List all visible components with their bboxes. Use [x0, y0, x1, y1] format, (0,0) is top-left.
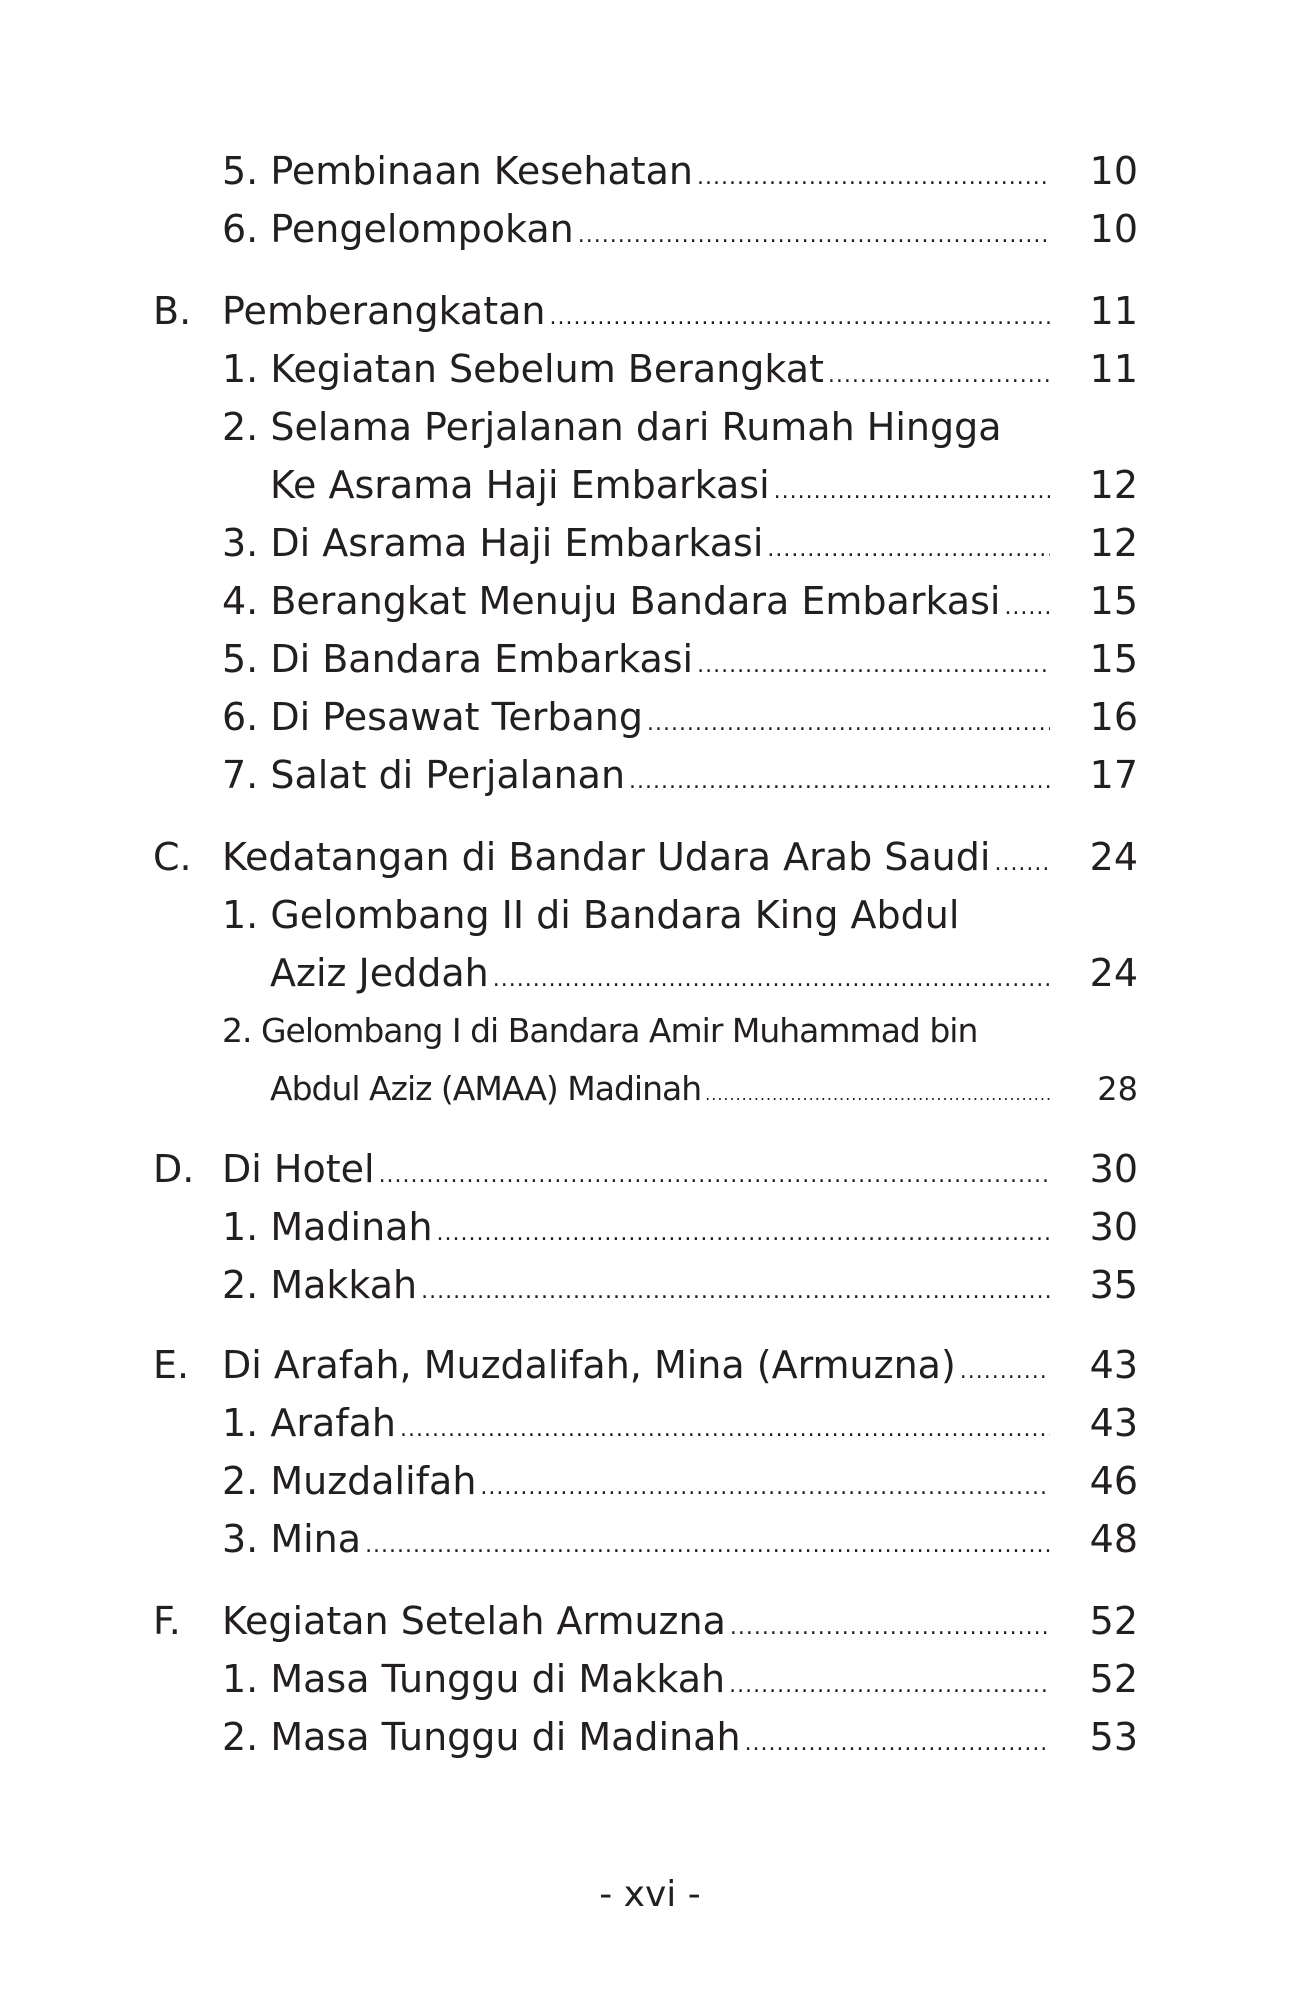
- toc-entry-title: 2. Masa Tunggu di Madinah: [222, 1715, 741, 1759]
- toc-entry: [0, 688, 1300, 746]
- toc-entry: [0, 886, 1300, 944]
- toc-page-number: 11: [1089, 347, 1138, 391]
- toc-entry-title: 4. Berangkat Menuju Bandara Embarkasi: [222, 579, 1001, 623]
- toc-entry-title: Abdul Aziz (AMAA) Madinah: [270, 1069, 702, 1108]
- toc-entry-title: Aziz Jeddah: [270, 951, 489, 995]
- toc-entry: [0, 398, 1300, 456]
- leader-dots: [697, 149, 1050, 200]
- toc-page-number: 30: [1089, 1147, 1138, 1191]
- toc-section-title: Di Arafah, Muzdalifah, Mina (Armuzna): [222, 1343, 956, 1387]
- section-letter: F.: [153, 1599, 181, 1643]
- toc-section-title: Kedatangan di Bandar Udara Arab Saudi: [222, 835, 991, 879]
- page-number: - xvi -: [599, 1874, 701, 1915]
- toc-entry-title: 2. Makkah: [222, 1263, 418, 1307]
- toc-section-title: Kegiatan Setelah Armuzna: [222, 1599, 726, 1643]
- toc-entry-title: 2. Gelombang I di Bandara Amir Muhammad bin: [222, 1011, 978, 1050]
- toc-entry: [0, 630, 1300, 688]
- toc-entry-title: 1. Kegiatan Sebelum Berangkat: [222, 347, 824, 391]
- leader-dots: [767, 521, 1050, 572]
- toc-entry: [0, 1510, 1300, 1568]
- leader-dots: [400, 1401, 1050, 1452]
- toc-page-number: 12: [1089, 463, 1138, 507]
- toc-page-number: 10: [1089, 207, 1138, 251]
- toc-page-number: 48: [1089, 1517, 1138, 1561]
- toc-entry: [0, 514, 1300, 572]
- leader-dots: [730, 1599, 1050, 1650]
- toc-entry-title: 3. Mina: [222, 1517, 362, 1561]
- toc-entry-continuation: [0, 944, 1300, 1002]
- leader-dots: [828, 347, 1050, 398]
- toc-entry: [0, 1198, 1300, 1256]
- leader-dots: [421, 1263, 1050, 1314]
- toc-section-title: Pemberangkatan: [222, 289, 546, 333]
- toc-page-number: 28: [1097, 1070, 1138, 1108]
- toc-entry: [0, 1394, 1300, 1452]
- toc-entry-title: 5. Pembinaan Kesehatan: [222, 149, 694, 193]
- leader-dots: [960, 1343, 1050, 1394]
- toc-entry-title: 5. Di Bandara Embarkasi: [222, 637, 694, 681]
- leader-dots: [493, 951, 1050, 1002]
- toc-entry-title: 6. Pengelompokan: [222, 207, 574, 251]
- toc-page-number: 52: [1089, 1599, 1138, 1643]
- toc-page-number: 16: [1089, 695, 1138, 739]
- toc-entry-title: Ke Asrama Haji Embarkasi: [270, 463, 770, 507]
- toc-entry-title: 6. Di Pesawat Terbang: [222, 695, 643, 739]
- leader-dots: [480, 1459, 1050, 1510]
- toc-section: [0, 1336, 1300, 1394]
- toc-page-number: 12: [1089, 521, 1138, 565]
- toc-entry: [0, 200, 1300, 258]
- toc-entry: [0, 340, 1300, 398]
- toc-page-number: 15: [1089, 579, 1138, 623]
- toc-page-number: 53: [1089, 1715, 1138, 1759]
- toc-page-number: 17: [1089, 753, 1138, 797]
- section-letter: C.: [153, 835, 192, 879]
- leader-dots: [647, 695, 1050, 746]
- leader-dots: [629, 753, 1050, 804]
- leader-dots: [745, 1715, 1050, 1766]
- toc-entry: [0, 1002, 1300, 1060]
- toc-entry: [0, 142, 1300, 200]
- toc-entry-title: 1. Arafah: [222, 1401, 396, 1445]
- leader-dots: [578, 207, 1050, 258]
- leader-dots: [705, 1066, 1050, 1118]
- toc-page-number: 43: [1089, 1401, 1138, 1445]
- toc-entry: [0, 572, 1300, 630]
- toc-entry-title: 3. Di Asrama Haji Embarkasi: [222, 521, 764, 565]
- toc-entry: [0, 746, 1300, 804]
- toc-page-number: 35: [1089, 1263, 1138, 1307]
- toc-entry-continuation: [0, 456, 1300, 514]
- leader-dots: [774, 463, 1050, 514]
- toc-section: [0, 1140, 1300, 1198]
- section-letter: B.: [153, 289, 192, 333]
- leader-dots: [994, 835, 1050, 886]
- toc-entry-continuation: [0, 1060, 1300, 1118]
- toc-entry-title: 1. Gelombang II di Bandara King Abdul: [222, 893, 960, 937]
- toc-section: [0, 1592, 1300, 1650]
- toc-entry: [0, 1452, 1300, 1510]
- toc-entry-title: 1. Masa Tunggu di Makkah: [222, 1657, 726, 1701]
- toc-section: [0, 828, 1300, 886]
- leader-dots: [697, 637, 1050, 688]
- toc-entry-title: 1. Madinah: [222, 1205, 433, 1249]
- toc-page-number: 52: [1089, 1657, 1138, 1701]
- leader-dots: [729, 1657, 1050, 1708]
- leader-dots: [437, 1205, 1050, 1256]
- leader-dots: [365, 1517, 1050, 1568]
- toc-page-number: 10: [1089, 149, 1138, 193]
- toc-entry: [0, 1708, 1300, 1766]
- toc-page-number: 46: [1089, 1459, 1138, 1503]
- toc-entry: [0, 1650, 1300, 1708]
- toc-page-number: 30: [1089, 1205, 1138, 1249]
- toc-page-number: 43: [1089, 1343, 1138, 1387]
- toc-page-number: 15: [1089, 637, 1138, 681]
- toc-page-number: 11: [1089, 289, 1138, 333]
- section-letter: D.: [153, 1147, 195, 1191]
- toc-page-number: 24: [1089, 951, 1138, 995]
- toc-entry-title: 2. Muzdalifah: [222, 1459, 477, 1503]
- toc-section-title: Di Hotel: [222, 1147, 375, 1191]
- toc-section: [0, 282, 1300, 340]
- leader-dots: [379, 1147, 1050, 1198]
- toc-page-number: 24: [1089, 835, 1138, 879]
- toc-entry: [0, 1256, 1300, 1314]
- leader-dots: [1004, 579, 1050, 630]
- toc-entry-title: 2. Selama Perjalanan dari Rumah Hingga: [222, 405, 1002, 449]
- toc-entry-title: 7. Salat di Perjalanan: [222, 753, 626, 797]
- leader-dots: [549, 289, 1050, 340]
- section-letter: E.: [153, 1343, 190, 1387]
